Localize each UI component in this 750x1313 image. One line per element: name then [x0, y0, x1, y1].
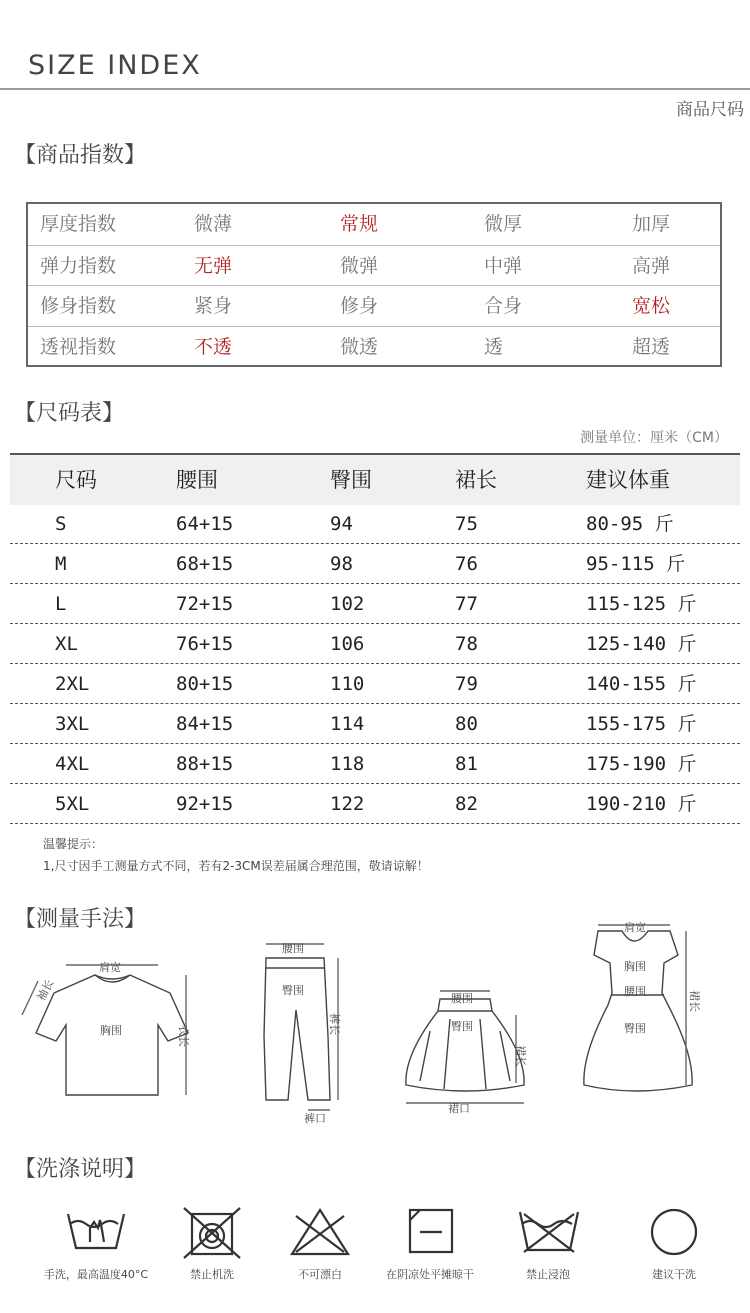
- index-row-label: 透视指数: [40, 335, 117, 358]
- size-cell: 2XL: [55, 673, 90, 695]
- pants-hip-label: 臀围: [282, 984, 304, 997]
- size-cell: 4XL: [55, 753, 90, 775]
- index-option-selected: 宽松: [632, 295, 671, 317]
- no-soak-icon: [516, 1206, 582, 1256]
- size-column-header: 尺码: [55, 468, 97, 492]
- size-cell: 81: [455, 753, 478, 775]
- index-row-label: 厚度指数: [40, 213, 117, 235]
- size-cell: 75: [455, 513, 478, 535]
- index-option: 超透: [632, 335, 671, 358]
- no-soak-label: 禁止浸泡: [526, 1268, 570, 1281]
- index-row: [28, 245, 720, 287]
- tip-text: 1,尺寸因手工测量方式不同，若有2-3CM误差届属合理范围，敬请谅解！: [43, 859, 429, 873]
- dress-length-label: 裙长: [688, 990, 701, 1012]
- size-cell: 80-95 斤: [586, 513, 674, 535]
- index-option-selected: 不透: [194, 335, 233, 358]
- size-column-header: 裙长: [455, 468, 497, 492]
- no-bleach-icon: [288, 1206, 352, 1258]
- skirt-waist-label: 腰围: [451, 992, 473, 1005]
- dry-clean-icon: [648, 1206, 700, 1258]
- size-cell: 76: [455, 553, 478, 575]
- index-option: 加厚: [632, 213, 671, 235]
- size-cell: 155-175 斤: [586, 713, 697, 735]
- no-bleach-label: 不可漂白: [298, 1268, 342, 1281]
- index-option: 合身: [484, 295, 523, 317]
- size-cell: S: [55, 513, 67, 535]
- measure-heading: 【测量手法】: [14, 907, 147, 932]
- size-cell: 77: [455, 593, 478, 615]
- size-column-header: 建议体重: [586, 468, 670, 492]
- dress-chest-label: 胸围: [624, 960, 646, 973]
- size-cell: 92+15: [176, 793, 234, 815]
- index-option: 透: [484, 335, 504, 358]
- pants-length-label: 裤长: [328, 1013, 341, 1035]
- tshirt-sleeve-label: 袖长: [34, 977, 57, 1003]
- size-cell: 64+15: [176, 513, 234, 535]
- tshirt-chest-label: 胸围: [100, 1024, 122, 1037]
- size-cell: 5XL: [55, 793, 90, 815]
- size-cell: M: [55, 553, 67, 575]
- index-option: 微弹: [340, 254, 379, 277]
- pants-hem-label: 裤口: [304, 1112, 326, 1125]
- no-machine-wash-label: 禁止机洗: [190, 1268, 234, 1281]
- size-cell: 84+15: [176, 713, 234, 735]
- title-divider: [0, 88, 750, 90]
- size-cell: 3XL: [55, 713, 90, 735]
- index-option: 微透: [340, 335, 379, 358]
- page-subtitle: 商品尺码: [676, 100, 744, 120]
- dress-diagram: [578, 915, 703, 1100]
- size-cell: 125-140 斤: [586, 633, 697, 655]
- size-cell: 140-155 斤: [586, 673, 697, 695]
- index-option: 中弹: [484, 254, 523, 277]
- index-row-label: 弹力指数: [40, 254, 117, 277]
- size-cell: 82: [455, 793, 478, 815]
- size-cell: 175-190 斤: [586, 753, 697, 775]
- measure-unit: 测量单位：厘米（CM）: [580, 430, 728, 446]
- dry-flat-shade-icon: [406, 1206, 456, 1256]
- index-option: 微厚: [484, 213, 523, 235]
- tip-title: 温馨提示：: [43, 837, 104, 851]
- size-cell: L: [55, 593, 67, 615]
- hand-wash-label: 手洗，最高温度40°C: [43, 1268, 149, 1281]
- size-cell: 78: [455, 633, 478, 655]
- size-cell: 79: [455, 673, 478, 695]
- no-machine-wash-icon: [180, 1204, 244, 1260]
- size-cell: 72+15: [176, 593, 234, 615]
- table-row: [10, 665, 740, 704]
- table-row: [10, 505, 740, 544]
- skirt-hip-label: 臀围: [451, 1020, 473, 1033]
- skirt-hem-label: 裙口: [448, 1102, 470, 1115]
- size-cell: 94: [330, 513, 353, 535]
- size-cell: 80: [455, 713, 478, 735]
- skirt-length-label: 裙长: [514, 1045, 527, 1067]
- size-cell: 190-210 斤: [586, 793, 697, 815]
- size-cell: 76+15: [176, 633, 234, 655]
- index-row: [28, 204, 720, 245]
- index-row-label: 修身指数: [40, 295, 117, 317]
- table-row: [10, 545, 740, 584]
- index-option-selected: 无弹: [194, 254, 233, 277]
- dress-shoulder-label: 肩宽: [624, 921, 646, 934]
- product-index-table: [26, 202, 722, 367]
- size-cell: 68+15: [176, 553, 234, 575]
- size-table-header: [10, 455, 740, 505]
- size-cell: 98: [330, 553, 353, 575]
- pants-waist-label: 腰围: [282, 942, 304, 955]
- index-option: 修身: [340, 295, 379, 317]
- size-cell: 114: [330, 713, 365, 735]
- size-cell: 80+15: [176, 673, 234, 695]
- size-column-header: 臀围: [330, 468, 372, 492]
- size-cell: 88+15: [176, 753, 234, 775]
- size-cell: 95-115 斤: [586, 553, 686, 575]
- page-title: SIZE INDEX: [28, 50, 202, 81]
- size-cell: 118: [330, 753, 365, 775]
- index-option: 高弹: [632, 254, 671, 277]
- table-row: [10, 745, 740, 784]
- size-table-heading: 【尺码表】: [14, 401, 125, 426]
- table-row: [10, 705, 740, 744]
- dress-waist-label: 腰围: [624, 985, 646, 998]
- wash-heading: 【洗涤说明】: [14, 1157, 147, 1182]
- dry-clean-label: 建议干洗: [652, 1268, 696, 1281]
- size-cell: 122: [330, 793, 365, 815]
- table-row: [10, 625, 740, 664]
- tshirt-shoulder-label: 肩宽: [99, 961, 121, 974]
- hand-wash-icon: [64, 1208, 128, 1256]
- size-cell: XL: [55, 633, 78, 655]
- size-cell: 110: [330, 673, 365, 695]
- size-cell: 102: [330, 593, 365, 615]
- tshirt-length-label: 衣长: [177, 1025, 190, 1047]
- dress-hip-label: 臀围: [624, 1022, 646, 1035]
- table-row: [10, 785, 740, 824]
- size-cell: 115-125 斤: [586, 593, 697, 615]
- index-option: 微薄: [194, 213, 233, 235]
- index-row: [28, 285, 720, 327]
- index-option-selected: 常规: [340, 213, 379, 235]
- dry-flat-shade-label: 在阴凉处平摊晾干: [386, 1268, 474, 1281]
- table-row: [10, 585, 740, 624]
- index-row: [28, 326, 720, 368]
- index-option: 紧身: [194, 295, 233, 317]
- index-heading: 【商品指数】: [14, 143, 147, 168]
- size-cell: 106: [330, 633, 365, 655]
- size-column-header: 腰围: [176, 468, 218, 492]
